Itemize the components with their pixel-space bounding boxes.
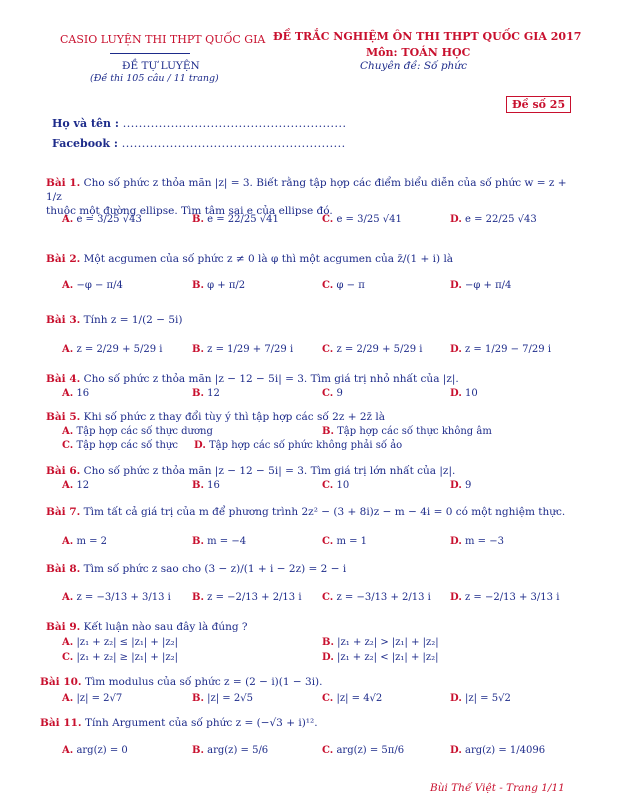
option-c[interactable]: C. φ − π bbox=[322, 280, 365, 291]
option-c[interactable]: C. 9 bbox=[322, 388, 343, 399]
name-dots: ........................................................ bbox=[122, 117, 347, 130]
option-a[interactable]: A. z = 2/29 + 5/29 i bbox=[62, 344, 163, 355]
option-b[interactable]: B. z = 1/29 + 7/29 i bbox=[192, 344, 294, 355]
option-b[interactable]: B. 16 bbox=[192, 480, 220, 491]
option-d[interactable]: D. |z| = 5√2 bbox=[450, 693, 511, 704]
option-c[interactable]: C. z = −3/13 + 2/13 i bbox=[322, 592, 431, 603]
option-d[interactable]: D. m = −3 bbox=[450, 536, 504, 547]
header-topic: Chuyên đề: Số phức bbox=[360, 60, 467, 72]
option-b[interactable]: B. m = −4 bbox=[192, 536, 247, 547]
question-8: Bài 8. Tìm số phức z sao cho (3 − z)/(1 + i − 2z) = 2 − i bbox=[46, 563, 347, 575]
header-subject: Môn: TOÁN HỌC bbox=[366, 46, 471, 59]
option-b[interactable]: B. 12 bbox=[192, 388, 220, 399]
question-4: Bài 4. Cho số phức z thỏa mãn |z − 12 − 5i| = 3. Tìm giá trị nhỏ nhất của |z|. bbox=[46, 373, 459, 385]
question-10: Bài 10. Tìm modulus của số phức z = (2 − i)(1 − 3i). bbox=[40, 676, 323, 688]
page-footer: Bùi Thế Việt - Trang 1/11 bbox=[430, 782, 565, 794]
option-d[interactable]: D. −φ + π/4 bbox=[450, 280, 512, 291]
option-d[interactable]: D. z = 1/29 − 7/29 i bbox=[450, 344, 552, 355]
option-c[interactable]: C. e = 3/25 √41 bbox=[322, 214, 402, 225]
option-b[interactable]: B. Tập hợp các số thực không âm bbox=[322, 426, 492, 437]
option-d[interactable]: D. 9 bbox=[450, 480, 472, 491]
header-left-subtitle: ĐỀ TỰ LUYỆN bbox=[122, 60, 200, 72]
question-7: Bài 7. Tìm tất cả giá trị của m để phương trình 2z² − (3 + 8i)z − m − 4i = 0 có một nghiệm thực. bbox=[46, 506, 566, 518]
option-a[interactable]: A. Tập hợp các số thực dương bbox=[62, 426, 213, 437]
option-c[interactable]: C. Tập hợp các số thực bbox=[62, 440, 178, 451]
option-a[interactable]: A. e = 3/25 √43 bbox=[62, 214, 142, 225]
option-a[interactable]: A. 12 bbox=[62, 480, 90, 491]
facebook-field[interactable] bbox=[52, 137, 346, 150]
option-c[interactable]: C. arg(z) = 5π/6 bbox=[322, 745, 405, 756]
header-left-title: CASIO LUYỆN THI THPT QUỐC GIA bbox=[60, 33, 266, 46]
option-b[interactable]: B. φ + π/2 bbox=[192, 280, 246, 291]
option-b[interactable]: B. |z| = 2√5 bbox=[192, 693, 253, 704]
question-6: Bài 6. Cho số phức z thỏa mãn |z − 12 − 5i| = 3. Tìm giá trị lớn nhất của |z|. bbox=[46, 465, 456, 477]
option-b[interactable]: B. arg(z) = 5/6 bbox=[192, 745, 269, 756]
option-d[interactable]: D. arg(z) = 1/4096 bbox=[450, 745, 546, 756]
question-3: Bài 3. Tính z = 1/(2 − 5i) bbox=[46, 314, 183, 326]
option-c[interactable]: C. m = 1 bbox=[322, 536, 368, 547]
question-text: Cho số phức z thỏa mãn |z| = 3. Biết rằng tập hợp các điểm biểu diễn của số phức w = z + 1/z bbox=[46, 177, 567, 203]
header-left-note: (Đề thi 105 câu / 11 trang) bbox=[90, 73, 219, 84]
option-d[interactable]: D. Tập hợp các số phức không phải số ảo bbox=[194, 440, 403, 451]
option-b[interactable]: B. |z₁ + z₂| > |z₁| + |z₂| bbox=[322, 637, 439, 648]
question-5: Bài 5. Khi số phức z thay đổi tùy ý thì tập hợp các số 2z + 2z̄ là bbox=[46, 411, 386, 423]
question-9: Bài 9. Kết luận nào sau đây là đúng ? bbox=[46, 621, 248, 633]
question-label: Bài 1. bbox=[46, 177, 81, 189]
option-a[interactable]: A. 16 bbox=[62, 388, 90, 399]
option-a[interactable]: A. z = −3/13 + 3/13 i bbox=[62, 592, 171, 603]
option-a[interactable]: A. −φ − π/4 bbox=[62, 280, 123, 291]
name-field[interactable] bbox=[52, 117, 347, 130]
question-1 bbox=[46, 176, 576, 218]
option-a[interactable]: A. m = 2 bbox=[62, 536, 108, 547]
option-d[interactable]: D. 10 bbox=[450, 388, 478, 399]
option-b[interactable]: B. e = 22/25 √41 bbox=[192, 214, 279, 225]
option-c[interactable]: C. |z| = 4√2 bbox=[322, 693, 383, 704]
option-d[interactable]: D. z = −2/13 + 3/13 i bbox=[450, 592, 560, 603]
question-2: Bài 2. Một acgumen của số phức z ≠ 0 là φ thì một acgumen của z̄/(1 + i) là bbox=[46, 253, 454, 265]
option-a[interactable]: A. |z| = 2√7 bbox=[62, 693, 123, 704]
option-d[interactable]: D. |z₁ + z₂| < |z₁| + |z₂| bbox=[322, 652, 439, 663]
name-label: Họ và tên : bbox=[52, 117, 119, 130]
option-a[interactable]: A. |z₁ + z₂| ≤ |z₁| + |z₂| bbox=[62, 637, 178, 648]
option-c[interactable]: C. z = 2/29 + 5/29 i bbox=[322, 344, 423, 355]
option-a[interactable]: A. arg(z) = 0 bbox=[62, 745, 128, 756]
exam-number-badge: Đề số 25 bbox=[506, 96, 571, 113]
header-right-title: ĐỀ TRẮC NGHIỆM ÔN THI THPT QUỐC GIA 2017 bbox=[273, 30, 582, 43]
header-divider bbox=[110, 53, 190, 54]
option-d[interactable]: D. e = 22/25 √43 bbox=[450, 214, 537, 225]
option-b[interactable]: B. z = −2/13 + 2/13 i bbox=[192, 592, 302, 603]
question-text-2: thuộc một đường ellipse. Tìm tâm sai e của ellipse đó. bbox=[46, 205, 333, 217]
option-c[interactable]: C. |z₁ + z₂| ≥ |z₁| + |z₂| bbox=[62, 652, 178, 663]
facebook-dots: ........................................................ bbox=[121, 137, 346, 150]
question-11: Bài 11. Tính Argument của số phức z = (−√3 + i)¹². bbox=[40, 717, 318, 729]
option-c[interactable]: C. 10 bbox=[322, 480, 350, 491]
facebook-label: Facebook : bbox=[52, 137, 118, 150]
